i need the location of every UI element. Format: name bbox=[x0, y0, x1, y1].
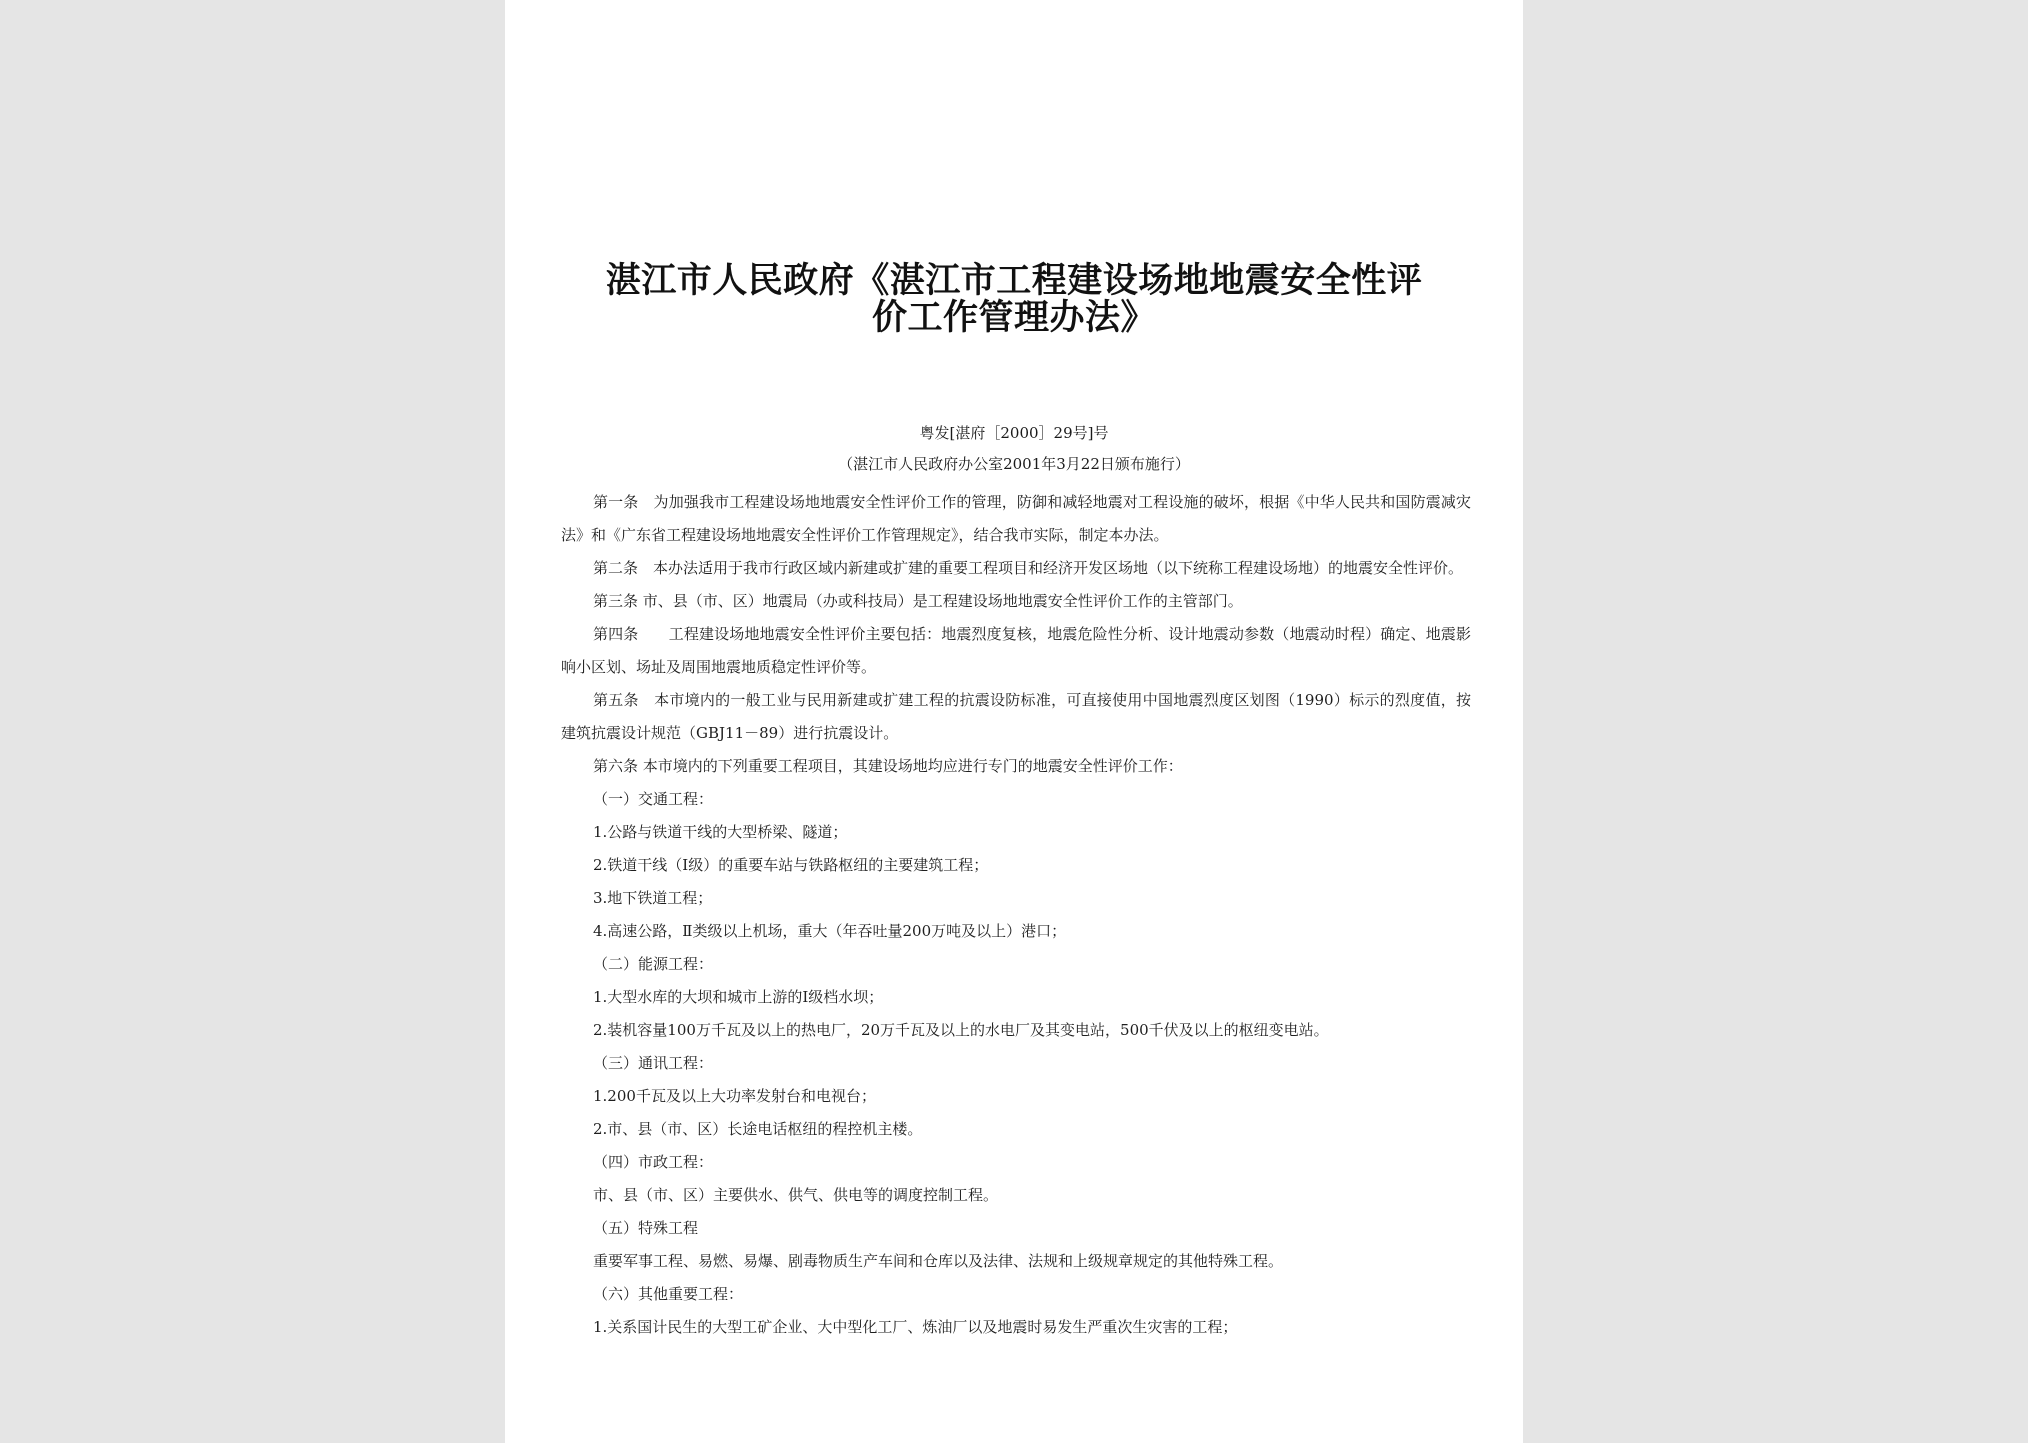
title-line: 价工作管理办法》 bbox=[871, 297, 1156, 338]
article-3: 第三条 市、县（市、区）地震局（办或科技局）是工程建设场地地震安全性评价工作的主管部门。 bbox=[593, 592, 1243, 610]
document-number: 粤发[湛府［2000］29号]号 bbox=[919, 424, 1109, 442]
document-body bbox=[561, 486, 1471, 1344]
list-item: 2.装机容量100万千瓦及以上的热电厂，20万千瓦及以上的水电厂及其变电站，500千伏及以上的枢纽变电站。 bbox=[593, 1021, 1329, 1039]
list-item: （六）其他重要工程： bbox=[593, 1285, 744, 1303]
list-item: 3.地下铁道工程； bbox=[593, 889, 713, 907]
article-5: 第五条 本市境内的一般工业与民用新建或扩建工程的抗震设防标准，可直接使用中国地震烈度区划图（1990）标示的烈度值，按建筑抗震设计规范（GBJ11－89）进行抗震设计。 bbox=[561, 691, 1471, 742]
list-item: （四）市政工程： bbox=[593, 1153, 714, 1171]
article-6: 第六条 本市境内的下列重要工程项目，其建设场地均应进行专门的地震安全性评价工作： bbox=[593, 757, 1183, 775]
list-item: 2.市、县（市、区）长途电话枢纽的程控机主楼。 bbox=[593, 1120, 923, 1138]
title-line: 湛江市人民政府《湛江市工程建设场地地震安全性评 bbox=[605, 260, 1423, 301]
article-1: 第一条 为加强我市工程建设场地地震安全性评价工作的管理，防御和减轻地震对工程设施的破坏，根据《中华人民共和国防震减灾法》和《广东省工程建设场地地震安全性评价工作管理规定》，结合我市实际，制定本办法。 bbox=[561, 493, 1471, 544]
issued-note: （湛江市人民政府办公室2001年3月22日颁布施行） bbox=[838, 455, 1190, 473]
list-item: （五）特殊工程 bbox=[593, 1219, 699, 1237]
list-item: 1.关系国计民生的大型工矿企业、大中型化工厂、炼油厂以及地震时易发生严重次生灾害的工程； bbox=[593, 1318, 1238, 1336]
list-item: 市、县（市、区）主要供水、供气、供电等的调度控制工程。 bbox=[593, 1186, 999, 1204]
list-item: 1.大型水库的大坝和城市上游的Ⅰ级档水坝； bbox=[593, 988, 884, 1006]
list-item: 重要军事工程、易燃、易爆、剧毒物质生产车间和仓库以及法律、法规和上级规章规定的其他特殊工程。 bbox=[593, 1252, 1284, 1270]
list-item: （一）交通工程： bbox=[593, 790, 714, 808]
list-item: 1.公路与铁道干线的大型桥梁、隧道； bbox=[593, 823, 848, 841]
list-item: （二）能源工程： bbox=[593, 955, 714, 973]
article-2: 第二条 本办法适用于我市行政区域内新建或扩建的重要工程项目和经济开发区场地（以下统称工程建设场地）的地震安全性评价。 bbox=[593, 559, 1464, 577]
list-item: （三）通讯工程： bbox=[593, 1054, 714, 1072]
document-page bbox=[505, 0, 1523, 1443]
list-item: 4.高速公路，Ⅱ类级以上机场，重大（年吞吐量200万吨及以上）港口； bbox=[593, 922, 1067, 940]
list-item: 1.200千瓦及以上大功率发射台和电视台； bbox=[593, 1087, 876, 1105]
document-title bbox=[505, 262, 1523, 336]
article-4: 第四条 工程建设场地地震安全性评价主要包括：地震烈度复核，地震危险性分析、设计地震动参数（地震动时程）确定、地震影响小区划、场址及周围地震地质稳定性评价等。 bbox=[561, 625, 1471, 676]
list-item: 2.铁道干线（Ⅰ级）的重要车站与铁路枢纽的主要建筑工程； bbox=[593, 856, 989, 874]
